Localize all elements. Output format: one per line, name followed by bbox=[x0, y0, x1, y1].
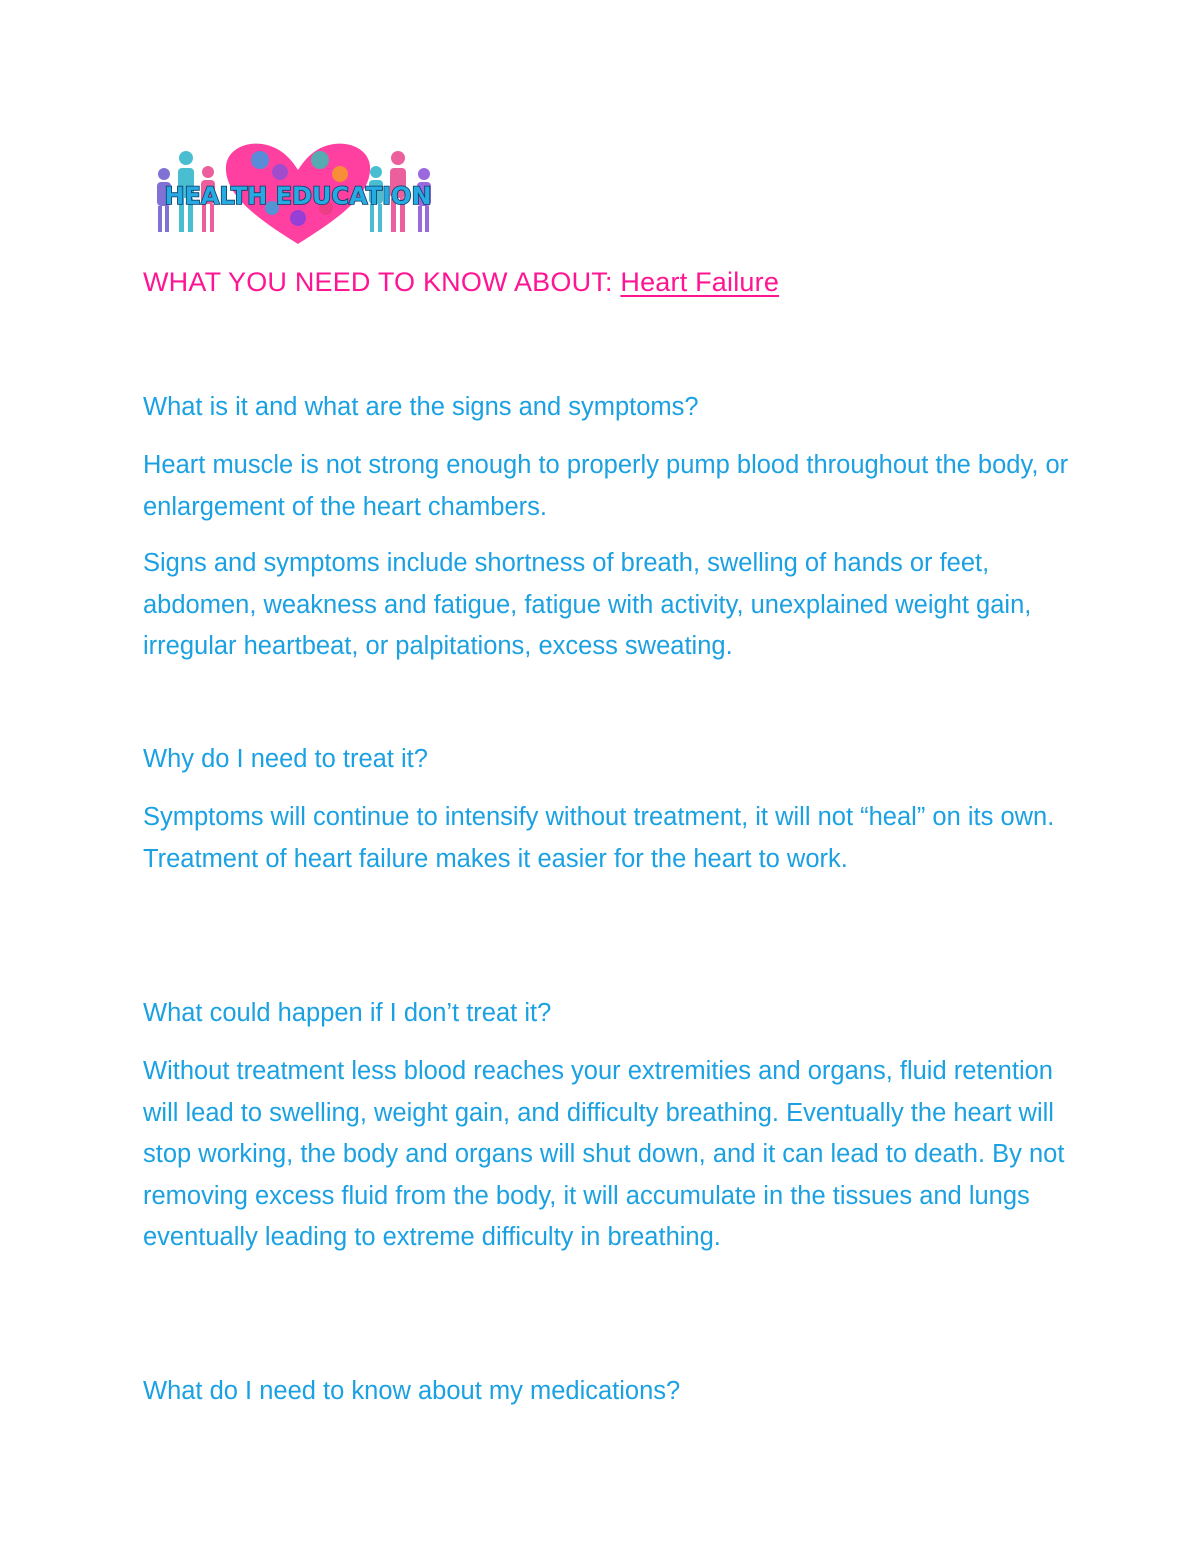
health-education-logo bbox=[148, 138, 448, 248]
section-paragraph: Heart muscle is not strong enough to properly pump blood throughout the body, or enlargement of the heart chambers. bbox=[143, 451, 1069, 521]
logo-text: HEALTH EDUCATION bbox=[164, 182, 432, 210]
page-title bbox=[143, 267, 779, 298]
section-paragraph: Without treatment less blood reaches your extremities and organs, fluid retention will lead to swelling, weight gain, and difficulty breathing. Eventually the heart will stop working, the body and organs will shut down, and it can lead to death. By not removing excess fluid from the body, it will accumulate in the tissues and lungs eventually leading to extreme difficulty in breathing. bbox=[143, 1057, 1065, 1251]
section-paragraph: Signs and symptoms include shortness of breath, swelling of hands or feet, abdomen, weakness and fatigue, fatigue with activity, unexplained weight gain, irregular heartbeat, or palpitations, excess sweating. bbox=[143, 549, 1032, 660]
section-question: What is it and what are the signs and symptoms? bbox=[143, 393, 699, 421]
section-question: What could happen if I don’t treat it? bbox=[143, 999, 552, 1027]
section-question: What do I need to know about my medications? bbox=[143, 1377, 681, 1405]
section-question: Why do I need to treat it? bbox=[143, 745, 428, 773]
section-paragraph: Symptoms will continue to intensify without treatment, it will not “heal” on its own. Treatment of heart failure makes it easier for the heart to work. bbox=[143, 803, 1055, 873]
title-lead: WHAT YOU NEED TO KNOW ABOUT: bbox=[143, 267, 621, 297]
title-topic: Heart Failure bbox=[620, 267, 780, 297]
